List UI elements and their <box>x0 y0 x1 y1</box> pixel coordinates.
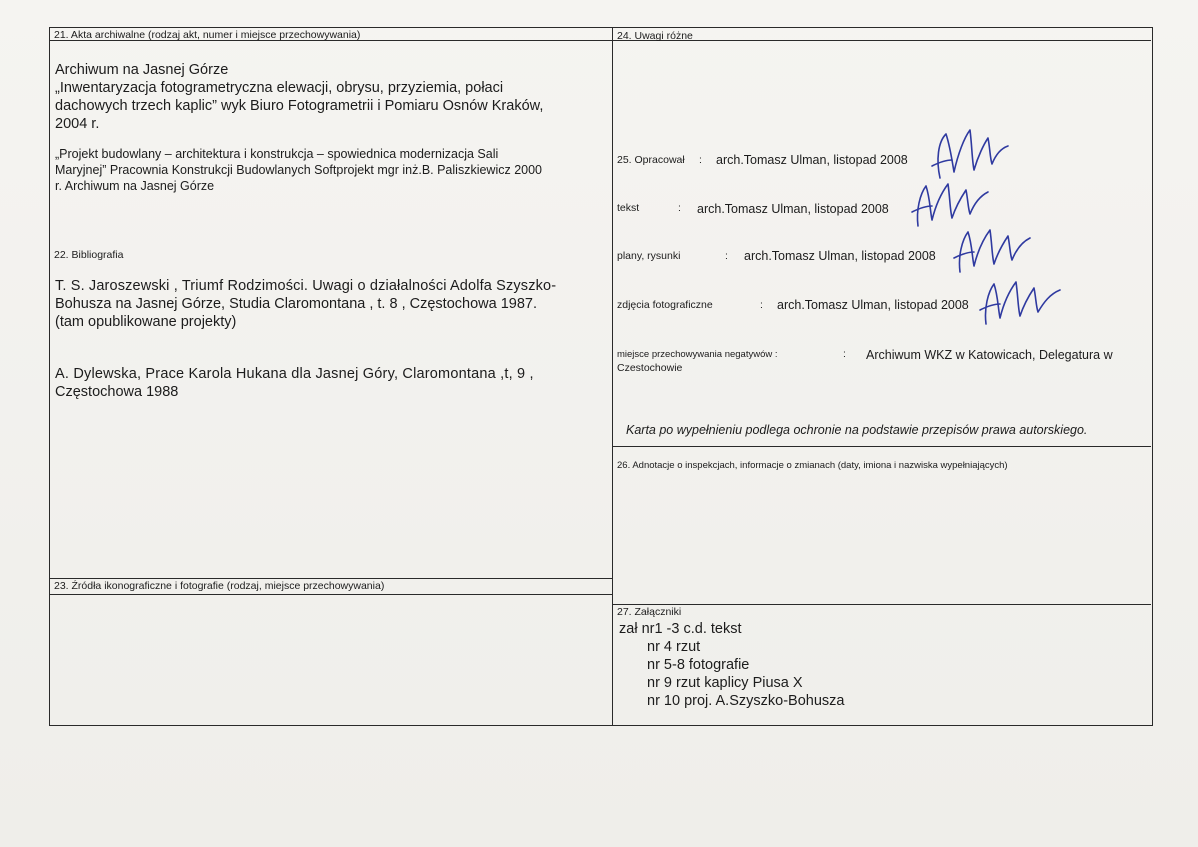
attachment-item: nr 10 proj. A.Szyszko-Bohusza <box>647 693 845 709</box>
archive-title-line-1: „Inwentaryzacja fotogrametryczna elewacji, obrysu, przyziemia, połaci <box>55 80 504 96</box>
attachment-item: nr 5-8 fotografie <box>647 657 750 673</box>
attachment-item: nr 9 rzut kaplicy Piusa X <box>647 675 803 691</box>
archive-title-line-2: dachowych trzech kaplic” wyk Biuro Fotogrametrii i Pomiaru Osnów Kraków, <box>55 98 544 114</box>
section-21-header: 21. Akta archiwalne (rodzaj akt, numer i miejsce przechowywania) <box>54 29 361 41</box>
bibliography-1-line-3: (tam opublikowane projekty) <box>55 314 237 330</box>
drawings-author-separator: : <box>725 250 728 262</box>
signature-3 <box>950 220 1040 276</box>
project-line-3: r. Archiwum na Jasnej Górze <box>55 179 215 193</box>
text-author-label: tekst <box>617 202 640 214</box>
photos-author-separator: : <box>760 299 763 311</box>
bibliography-2-line-1: A. Dylewska, Prace Karola Hukana dla Jasnej Góry, Claromontana ,t, 9 , <box>55 366 534 382</box>
row-divider-s27 <box>612 604 1151 605</box>
attachment-item: zał nr1 -3 c.d. tekst <box>619 621 742 637</box>
row-divider-s23-sub <box>49 594 612 595</box>
archive-title-line-3: 2004 r. <box>55 116 100 132</box>
negatives-storage-value: Archiwum WKZ w Katowicach, Delegatura w <box>866 348 1113 362</box>
archive-name: Archiwum na Jasnej Górze <box>55 62 229 78</box>
section-24-header: 24. Uwagi różne <box>617 30 693 42</box>
drawings-author-label: plany, rysunki <box>617 250 681 262</box>
copyright-note: Karta po wypełnieniu podlega ochronie na podstawie przepisów prawa autorskiego. <box>626 423 1088 437</box>
section-23-header: 23. Źródła ikonograficzne i fotografie (rodzaj, miejsce przechowywania) <box>54 580 385 592</box>
bibliography-1-line-1: T. S. Jaroszewski , Triumf Rodzimości. Uwagi o działalności Adolfa Szyszko- <box>55 278 557 294</box>
prepared-by-value: arch.Tomasz Ulman, listopad 2008 <box>716 153 908 167</box>
project-line-2: Maryjnej” Pracownia Konstrukcji Budowlanych Softprojekt mgr inż.B. Paliszkiewicz 2000 <box>55 163 543 177</box>
text-author-separator: : <box>678 202 681 214</box>
section-26-header: 26. Adnotacje o inspekcjach, informacje o zmianach (daty, imiona i nazwiska wypełniających) <box>617 460 1008 471</box>
section-27-header: 27. Załączniki <box>617 606 682 618</box>
bibliography-2-line-2: Częstochowa 1988 <box>55 384 179 400</box>
row-divider-s26 <box>612 446 1151 447</box>
text-author-value: arch.Tomasz Ulman, listopad 2008 <box>697 202 889 216</box>
bibliography-1-line-2: Bohusza na Jasnej Górze, Studia Claromontana , t. 8 , Częstochowa 1987. <box>55 296 537 312</box>
section-22-header: 22. Bibliografia <box>54 249 124 261</box>
prepared-by-label: 25. Opracował <box>617 154 685 166</box>
negatives-storage-label: miejsce przechowywania negatywów : <box>617 349 778 360</box>
negatives-storage-value-cont: Czestochowie <box>617 362 683 374</box>
photos-author-label: zdjęcia fotograficzne <box>617 299 713 311</box>
drawings-author-value: arch.Tomasz Ulman, listopad 2008 <box>744 249 936 263</box>
project-line-1: „Projekt budowlany – architektura i konstrukcja – spowiednica modernizacja Sali <box>55 147 499 161</box>
negatives-storage-separator: : <box>843 348 846 360</box>
row-divider-s23 <box>49 578 612 579</box>
column-divider <box>612 27 613 725</box>
signature-4 <box>976 270 1068 328</box>
prepared-by-separator: : <box>699 154 702 166</box>
attachment-item: nr 4 rzut <box>647 639 701 655</box>
photos-author-value: arch.Tomasz Ulman, listopad 2008 <box>777 298 969 312</box>
